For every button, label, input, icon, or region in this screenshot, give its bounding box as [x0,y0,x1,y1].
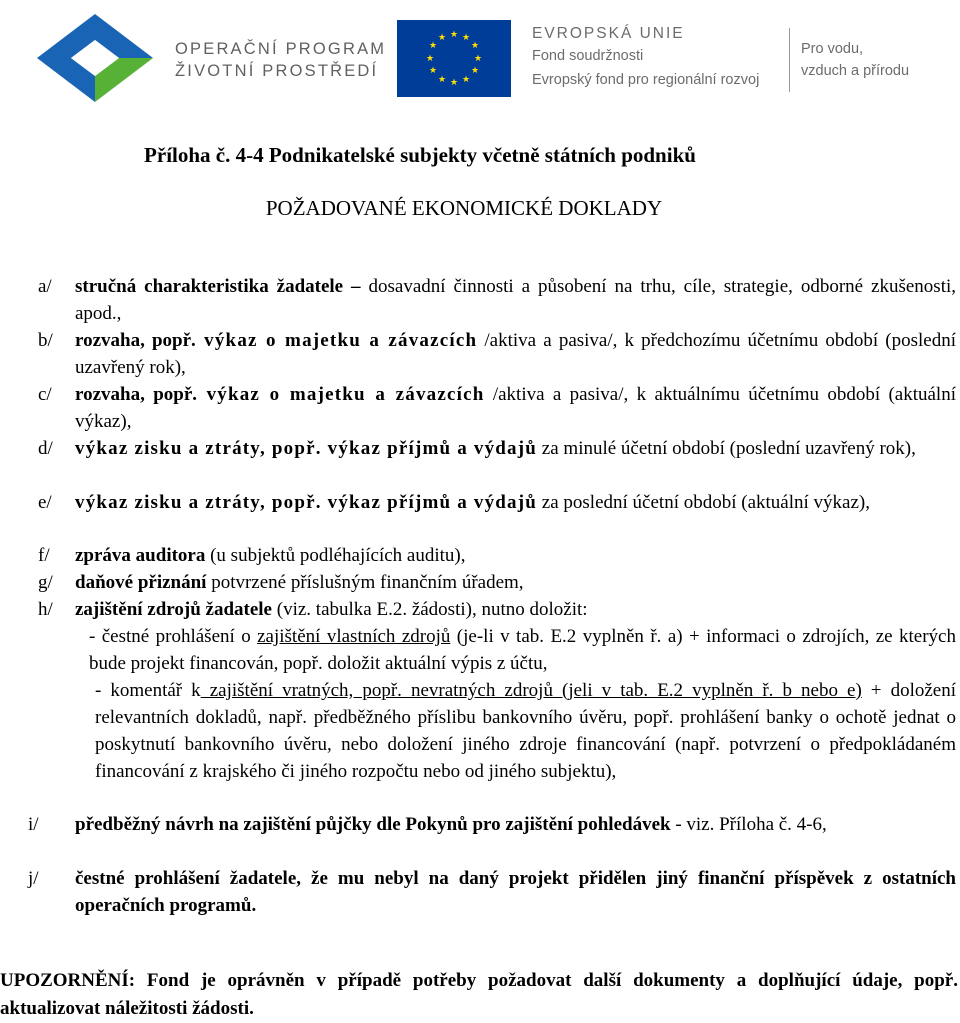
opzp-line1: OPERAČNÍ PROGRAM [175,40,387,58]
svg-text:★: ★ [449,30,459,40]
eu-logo-text [532,24,759,92]
eu-fund2: Evropský fond pro regionální rozvoj [532,72,760,88]
item-label: h/ [38,599,53,620]
list-item-c: c/ rozvaha, popř. výkaz o majetku a závazcích /aktiva a pasiva/, k aktuálnímu účetnímu období (aktuální výkaz), [38,381,956,435]
list-item-a: a/ stručná charakteristika žadatele – dosavadní činnosti a působení na trhu, cíle, strategie, odborné zkušenosti, apod., [38,273,956,327]
list-item-j: j/ čestné prohlášení žadatele, že mu nebyl na daný projekt přidělen jiný finanční příspěvek z ostatních operačních programů. [28,865,956,919]
item-label: d/ [38,438,53,459]
item-label: j/ [28,868,39,889]
list-item-f: f/ zpráva auditora (u subjektů podléhajících auditu), [38,542,956,569]
warning-note: UPOZORNĚNÍ: Fond je oprávněn v případě potřeby požadovat další dokumenty a doplňující údaje, popř. aktualizovat náležitosti žádosti. [0,970,958,1019]
list-item-g: g/ daňové přiznání potvrzené příslušným finančním úřadem, [38,569,956,596]
page-title: Příloha č. 4-4 Podnikatelské subjekty včetně státních podniků [144,143,696,167]
list-item-h: h/ zajištění zdrojů žadatele (viz. tabulka E.2. žádosti), nutno doložit: [38,596,956,623]
eu-flag-icon [397,20,511,97]
motto-line2: vzduch a přírodu [801,63,910,79]
svg-text:★: ★ [470,66,480,76]
item-label: e/ [38,492,52,513]
opzp-logo-text [175,38,386,82]
motto [801,38,909,82]
section-title: POŽADOVANÉ EKONOMICKÉ DOKLADY [265,196,663,220]
item-label: f/ [38,545,50,566]
item-label: c/ [38,384,52,405]
sub-item-other-sources: - komentář k zajištění vratných, popř. nevratných zdrojů (jeli v tab. E.2 vyplněn ř. b nebo e) + doložení relevantních dokladů, např. předběžného příslibu bankovního úvěru, popř. prohlášení banky o ochotě jednat o poskytnutí bankovního úvěru, nebo doložení jiného zdroje financování (např. potvrzení o předpokládaném financování z krajského či jiného rozpočtu nebo od jiného subjektu), [95,680,956,782]
opzp-logo-icon [35,12,155,104]
page-header [0,0,960,115]
sub-item-own-sources: - čestné prohlášení o zajištění vlastních zdrojů (je-li v tab. E.2 vyplněn ř. a) + informaci o zdrojích, ze kterých bude projekt financován, popř. doložit aktuální výpis z účtu, [89,626,956,674]
item-label: a/ [38,276,52,297]
item-label: b/ [38,330,53,351]
svg-text:★: ★ [428,41,438,51]
svg-text:★: ★ [449,78,459,88]
svg-text:★: ★ [437,33,447,43]
svg-text:★: ★ [461,75,471,85]
eu-title: EVROPSKÁ UNIE [532,25,685,42]
item-label: g/ [38,572,53,593]
svg-text:★: ★ [437,75,447,85]
svg-text:★: ★ [425,54,435,64]
list-item-e: e/ výkaz zisku a ztráty, popř. výkaz příjmů a výdajů za poslední účetní období (aktuální výkaz), [38,489,956,516]
svg-text:★: ★ [473,54,483,64]
item-label: i/ [28,814,39,835]
opzp-line2: ŽIVOTNÍ PROSTŘEDÍ [175,62,379,80]
svg-text:★: ★ [470,41,480,51]
eu-fund1: Fond soudržnosti [532,48,644,64]
svg-text:★: ★ [461,33,471,43]
svg-text:★: ★ [428,66,438,76]
list-item-i: i/ předběžný návrh na zajištění půjčky dle Pokynů pro zajištění pohledávek - viz. Příloha č. 4-6, [28,811,956,838]
list-item-b: b/ rozvaha, popř. výkaz o majetku a závazcích /aktiva a pasiva/, k předchozímu účetnímu období (poslední uzavřený rok), [38,327,956,381]
list-item-d: d/ výkaz zisku a ztráty, popř. výkaz příjmů a výdajů za minulé účetní období (poslední uzavřený rok), [38,435,956,462]
header-divider [789,28,790,92]
motto-line1: Pro vodu, [801,41,864,57]
